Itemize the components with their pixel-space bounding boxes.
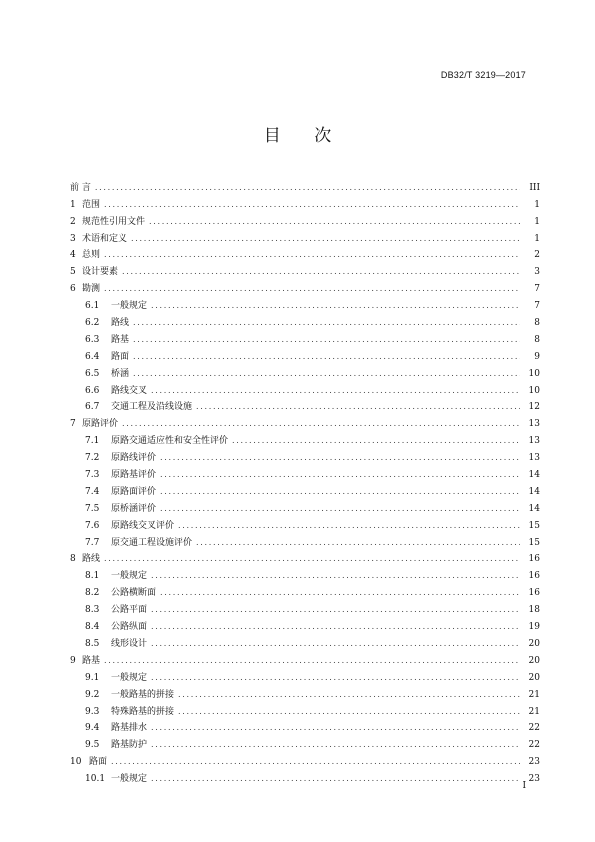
toc-entry[interactable] <box>70 245 540 262</box>
toc-entry-page: 10 <box>528 385 540 396</box>
toc-entry[interactable] <box>70 346 540 363</box>
toc-entry-page: 22 <box>528 740 540 751</box>
toc-entry[interactable] <box>70 397 540 414</box>
toc-entry-page: 7 <box>534 284 540 295</box>
toc-entry[interactable] <box>70 177 540 194</box>
toc-entry-number: 6.4 <box>85 351 100 362</box>
dot-leader <box>196 401 520 413</box>
toc-entry-number: 9.1 <box>85 672 100 683</box>
toc-entry-label: 规范性引用文件 <box>82 216 146 227</box>
page-number: I <box>522 781 526 791</box>
toc-entry-number: 7.7 <box>85 537 100 548</box>
toc-entry-number: 6.1 <box>85 301 100 312</box>
toc-entry[interactable] <box>70 430 540 447</box>
toc-entry-label: 路基排水 <box>111 723 148 734</box>
toc-entry-number: 6.3 <box>85 334 100 345</box>
toc-entry-label: 路基防护 <box>111 740 148 751</box>
toc-entry-label: 一般规定 <box>111 301 148 312</box>
toc-entry[interactable] <box>70 261 540 278</box>
toc-entry-number: 10 <box>70 757 82 768</box>
toc-entry-label: 原路基评价 <box>111 470 157 481</box>
toc-entry-number: 6 <box>70 284 76 295</box>
toc-entry-number: 8.3 <box>85 605 100 616</box>
toc-entry-label: 路基 <box>82 655 101 666</box>
dot-leader <box>160 452 520 464</box>
toc-entry-label: 原路评价 <box>82 419 119 430</box>
toc-entry[interactable] <box>70 498 540 515</box>
toc-entry-number: 8.1 <box>85 571 100 582</box>
toc-entry-label: 术语和定义 <box>82 233 128 244</box>
toc-entry[interactable] <box>70 447 540 464</box>
dot-leader <box>122 266 520 278</box>
dot-leader <box>149 216 520 228</box>
toc-entry-number: 9.3 <box>85 706 100 717</box>
toc-entry-number: 9.5 <box>85 740 100 751</box>
dot-leader <box>104 199 520 211</box>
toc-entry-page: 9 <box>534 351 540 362</box>
toc-entry-number: 6.7 <box>85 402 100 413</box>
dot-leader <box>151 604 520 616</box>
toc-entry[interactable] <box>70 650 540 667</box>
toc-entry-number: 7.4 <box>85 486 100 497</box>
toc-entry-number: 7.1 <box>85 436 100 447</box>
toc-entry-label: 原路线交叉评价 <box>111 520 175 531</box>
toc-entry-page: 15 <box>528 520 540 531</box>
toc-entry-number: 4 <box>70 250 76 261</box>
toc-entry-label: 一般规定 <box>111 672 148 683</box>
toc-entry-number: 10.1 <box>85 774 106 785</box>
toc-entry-number: 7.3 <box>85 470 100 481</box>
toc-entry[interactable] <box>70 532 540 549</box>
toc-entry-number: 8.5 <box>85 638 100 649</box>
toc-entry-number: 1 <box>70 199 76 210</box>
toc-entry-label: 一般规定 <box>111 774 148 785</box>
dot-leader <box>111 756 520 768</box>
toc-entry-label: 原路交通适应性和安全性评价 <box>111 436 229 447</box>
toc-entry[interactable] <box>70 616 540 633</box>
toc-entry-label: 路面 <box>89 757 108 768</box>
page-title: 目 次 <box>263 126 346 146</box>
toc-entry-number: 9 <box>70 655 76 666</box>
toc-entry-page: 10 <box>528 368 540 379</box>
toc-entry[interactable] <box>70 718 540 735</box>
standard-code: DB32/T 3219—2017 <box>440 70 526 80</box>
toc-entry[interactable] <box>70 278 540 295</box>
toc-entry[interactable] <box>70 194 540 211</box>
toc-entry-page: 16 <box>528 554 540 565</box>
toc-entry-label: 一般路基的拼接 <box>111 689 175 700</box>
toc-entry-page: 20 <box>528 638 540 649</box>
toc-entry[interactable] <box>70 211 540 228</box>
toc-entry-label: 路面 <box>111 351 130 362</box>
dot-leader <box>196 537 520 549</box>
dot-leader <box>133 368 520 380</box>
toc-entry-label: 特殊路基的拼接 <box>111 706 175 717</box>
dot-leader <box>151 739 520 751</box>
dot-leader <box>178 520 520 532</box>
dot-leader <box>133 317 520 329</box>
toc-entry-number: 6.2 <box>85 318 100 329</box>
toc-entry-number: 3 <box>70 233 76 244</box>
toc-entry[interactable] <box>70 228 540 245</box>
dot-leader <box>133 351 520 363</box>
dot-leader <box>160 503 520 515</box>
toc-entry[interactable] <box>70 751 540 768</box>
dot-leader <box>104 553 520 565</box>
toc-entry-number: 6.5 <box>85 368 100 379</box>
toc-entry[interactable] <box>70 295 540 312</box>
toc-entry-page: 22 <box>528 723 540 734</box>
table-of-contents <box>70 177 540 785</box>
toc-entry-number: 8.2 <box>85 588 100 599</box>
toc-entry-number: 7.2 <box>85 453 100 464</box>
toc-entry-page: 16 <box>528 588 540 599</box>
toc-entry[interactable] <box>70 413 540 430</box>
toc-entry-page: 13 <box>528 436 540 447</box>
toc-entry-page: 16 <box>528 571 540 582</box>
toc-entry-label: 勘测 <box>82 284 101 295</box>
toc-entry-number: 2 <box>70 216 76 227</box>
toc-entry-page: 21 <box>528 689 540 700</box>
toc-entry[interactable] <box>70 667 540 684</box>
toc-entry-number: 9.2 <box>85 689 100 700</box>
toc-entry[interactable] <box>70 464 540 481</box>
toc-entry-label: 路线交叉 <box>111 385 148 396</box>
toc-entry-page: 20 <box>528 655 540 666</box>
dot-leader <box>151 672 520 684</box>
dot-leader <box>178 706 520 718</box>
toc-entry[interactable] <box>70 734 540 751</box>
toc-entry-label: 公路纵面 <box>111 622 148 633</box>
toc-entry-page: 18 <box>528 605 540 616</box>
dot-leader <box>151 638 520 650</box>
toc-entry[interactable] <box>70 599 540 616</box>
toc-entry-label: 交通工程及沿线设施 <box>111 402 193 413</box>
toc-entry-label: 路基 <box>111 334 130 345</box>
toc-entry-page: 8 <box>534 334 540 345</box>
dot-leader <box>104 283 520 295</box>
toc-entry-page: 8 <box>534 318 540 329</box>
toc-entry[interactable] <box>70 363 540 380</box>
toc-entry[interactable] <box>70 768 540 785</box>
toc-entry-label: 公路横断面 <box>111 588 157 599</box>
toc-entry-page: 23 <box>528 774 540 785</box>
toc-entry-page: 14 <box>528 503 540 514</box>
toc-entry[interactable] <box>70 481 540 498</box>
toc-entry[interactable] <box>70 633 540 650</box>
dot-leader <box>133 334 520 346</box>
toc-entry-number: 7 <box>70 419 76 430</box>
toc-entry-label: 桥涵 <box>111 368 130 379</box>
toc-entry-page: 13 <box>528 453 540 464</box>
dot-leader <box>178 689 520 701</box>
dot-leader <box>131 233 520 245</box>
toc-entry-label: 线形设计 <box>111 638 148 649</box>
toc-entry-page: 2 <box>534 250 540 261</box>
dot-leader <box>160 587 520 599</box>
dot-leader <box>104 655 520 667</box>
toc-entry-page: 13 <box>528 419 540 430</box>
toc-entry-label: 路线 <box>111 318 130 329</box>
toc-entry[interactable] <box>70 312 540 329</box>
toc-entry-page: 23 <box>528 757 540 768</box>
dot-leader <box>151 300 520 312</box>
toc-entry-page: 1 <box>534 199 540 210</box>
toc-entry-number: 8.4 <box>85 622 100 633</box>
toc-entry-page: 21 <box>528 706 540 717</box>
toc-entry-label: 总则 <box>82 250 101 261</box>
toc-entry-label: 原路面评价 <box>111 486 157 497</box>
toc-entry-label: 原桥涵评价 <box>111 503 157 514</box>
toc-entry-page: 19 <box>528 622 540 633</box>
toc-entry-number: 7.5 <box>85 503 100 514</box>
toc-entry-page: 1 <box>534 233 540 244</box>
toc-entry-number: 8 <box>70 554 76 565</box>
toc-entry[interactable] <box>70 684 540 701</box>
dot-leader <box>160 486 520 498</box>
toc-entry-page: 15 <box>528 537 540 548</box>
toc-entry-label: 设计要素 <box>82 267 119 278</box>
toc-entry-page: 1 <box>534 216 540 227</box>
toc-entry-number: 9.4 <box>85 723 100 734</box>
dot-leader <box>151 570 520 582</box>
toc-entry[interactable] <box>70 380 540 397</box>
dot-leader <box>151 621 520 633</box>
toc-entry-page: 7 <box>534 301 540 312</box>
toc-entry[interactable] <box>70 582 540 599</box>
toc-entry-page: 20 <box>528 672 540 683</box>
dot-leader <box>151 773 520 785</box>
toc-entry-page: 12 <box>528 402 540 413</box>
toc-entry-page: 14 <box>528 486 540 497</box>
dot-leader <box>232 435 520 447</box>
toc-entry[interactable] <box>70 549 540 566</box>
toc-entry-label: 路线 <box>82 554 101 565</box>
toc-entry-number: 7.6 <box>85 520 100 531</box>
toc-entry[interactable] <box>70 701 540 718</box>
dot-leader <box>95 182 520 194</box>
toc-entry-label: 原交通工程设施评价 <box>111 537 193 548</box>
dot-leader <box>160 469 520 481</box>
dot-leader <box>151 722 520 734</box>
dot-leader <box>151 385 520 397</box>
toc-entry-number: 6.6 <box>85 385 100 396</box>
dot-leader <box>104 249 520 261</box>
toc-entry-page: III <box>529 182 540 193</box>
toc-entry-label: 范围 <box>82 199 101 210</box>
toc-entry[interactable] <box>70 329 540 346</box>
toc-entry-label: 前 言 <box>70 182 91 193</box>
toc-entry-label: 一般规定 <box>111 571 148 582</box>
toc-entry-page: 14 <box>528 470 540 481</box>
toc-entry[interactable] <box>70 515 540 532</box>
toc-entry-page: 3 <box>534 267 540 278</box>
dot-leader <box>122 418 520 430</box>
toc-entry-label: 公路平面 <box>111 605 148 616</box>
toc-entry-number: 5 <box>70 267 76 278</box>
toc-entry[interactable] <box>70 565 540 582</box>
toc-entry-label: 原路线评价 <box>111 453 157 464</box>
